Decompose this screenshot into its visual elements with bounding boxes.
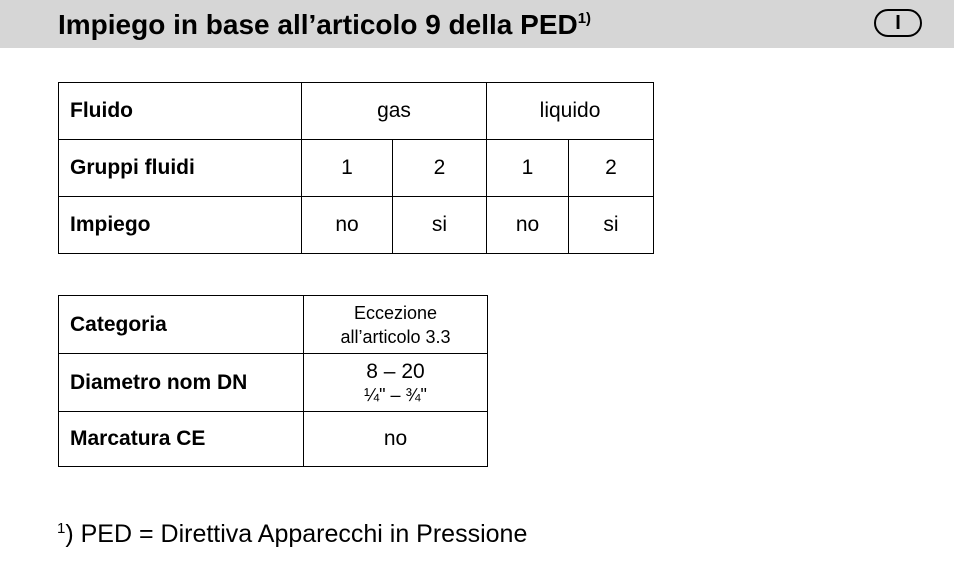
groups-row — [59, 140, 654, 197]
page-title-text: Impiego in base all’articolo 9 della PED — [58, 9, 578, 40]
diameter-label: Diametro nom DN — [59, 354, 304, 412]
page-title — [58, 7, 591, 43]
fluid-table — [58, 82, 654, 254]
fluid-row — [59, 83, 654, 140]
fluid-liquid-cell: liquido — [487, 83, 654, 140]
fluid-label: Fluido — [59, 83, 302, 140]
ce-label: Marcatura CE — [59, 412, 304, 467]
category-value — [304, 296, 488, 354]
category-table — [58, 295, 488, 467]
ce-value: no — [304, 412, 488, 467]
use-label: Impiego — [59, 197, 302, 254]
ce-row — [59, 412, 488, 467]
use-cell-liquid-2: si — [569, 197, 654, 254]
title-footnote-marker: 1) — [577, 10, 592, 27]
use-cell-gas-2: si — [393, 197, 487, 254]
footnote-text: ) PED = Direttiva Apparecchi in Pressione — [65, 520, 528, 548]
use-cell-gas-1: no — [302, 197, 393, 254]
diameter-row — [59, 354, 488, 412]
fluid-gas-cell: gas — [302, 83, 487, 140]
diameter-value-metric: 8 – 20 — [366, 360, 425, 383]
category-row — [59, 296, 488, 354]
category-value-line1: Eccezione — [353, 302, 438, 323]
footnote — [57, 518, 527, 550]
category-value-line2: all’articolo 3.3 — [340, 326, 451, 347]
footnote-marker: 1 — [57, 520, 66, 537]
group-cell-liquid-1: 1 — [487, 140, 569, 197]
group-cell-gas-2: 2 — [393, 140, 487, 197]
diameter-value — [304, 354, 488, 412]
category-label: Categoria — [59, 296, 304, 354]
group-cell-gas-1: 1 — [302, 140, 393, 197]
language-badge: I — [874, 9, 922, 37]
use-row — [59, 197, 654, 254]
diameter-value-inch: ¼" – ¾" — [364, 385, 427, 405]
use-cell-liquid-1: no — [487, 197, 569, 254]
groups-label: Gruppi fluidi — [59, 140, 302, 197]
group-cell-liquid-2: 2 — [569, 140, 654, 197]
